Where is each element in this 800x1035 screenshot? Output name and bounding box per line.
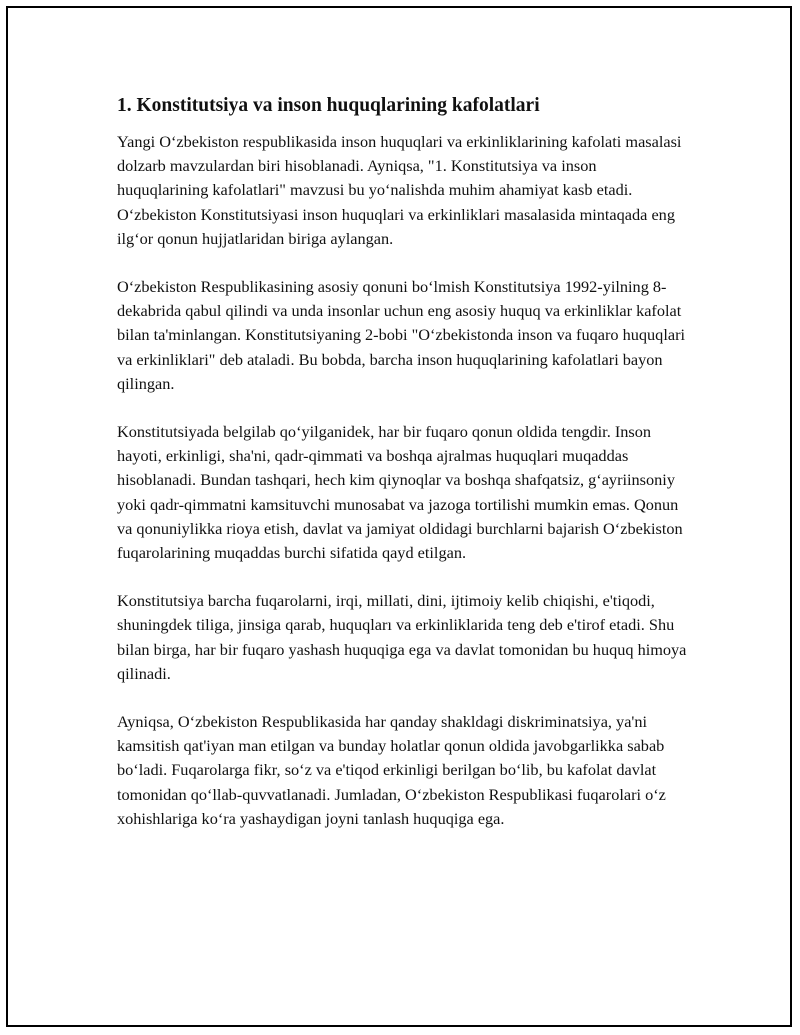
paragraph-2: O‘zbekiston Respublikasining asosiy qonuni bo‘lmish Konstitutsiya 1992-yilning 8-dekabrida qabul qilindi va unda insonlar uchun eng asosiy huquq va erkinliklar kafolat bilan ta'minlangan. Konstitutsiyaning 2-bobi "O‘zbekistonda inson va fuqaro huquqlari va erkinliklari" deb ataladi. Bu bobda, barcha inson huquqlarining kafolatlari bayon qilingan. xyxy=(117,277,686,393)
paragraph-3: Konstitutsiyada belgilab qo‘yilganidek, har bir fuqaro qonun oldida tengdir. Inson hayoti, erkinligi, sha'ni, qadr-qimmati va boshqa ajralmas huquqlari muqaddas hisoblanadi. Bundan tashqari, hech kim qiynoqlar va boshqa shafqatsiz, g‘ayriinsoniy yoki qadr-qimmatni kamsituvchi munosabat va jazoga tortilishi mumkin emas. Qonun va qonuniylikka rioya etish, davlat va jamiyat oldidagi burchlarni bajarish O‘zbekiston fuqarolarining muqaddas burchi sifatida qayd etilgan. xyxy=(117,422,683,563)
document-body xyxy=(117,94,687,855)
paragraph-5: Ayniqsa, O‘zbekiston Respublikasida har qanday shakldagi diskriminatsiya, ya'ni kamsitish qat'iyan man etilgan va bunday holatlar qonun oldida javobgarlikka sabab bo‘ladi. Fuqarolarga fikr, so‘z va e'tiqod erkinligi berilgan bo‘lib, bu kafolat davlat tomonidan qo‘llab-quvvatlanadi. Jumladan, O‘zbekiston Respublikasi fuqarolari o‘z xohishlariga ko‘ra yashaydigan joyni tanlash huquqiga ega. xyxy=(117,712,666,828)
paragraph-1: Yangi O‘zbekiston respublikasida inson huquqlari va erkinliklarining kafolati masalasi dolzarb mavzulardan biri hisoblanadi. Ayniqsa, "1. Konstitutsiya va inson huquqlarining kafolatlari" mavzusi bu yo‘nalishda muhim ahamiyat kasb etadi. O‘zbekiston Konstitutsiyasi inson huquqlari va erkinliklari masalasida mintaqada eng ilg‘or qonun hujjatlaridan biriga aylangan. xyxy=(117,132,682,248)
paragraph-4: Konstitutsiya barcha fuqarolarni, irqi, millati, dini, ijtimoiy kelib chiqishi, e'tiqodi, shuningdek tiliga, jinsiga qarab, huquqları va erkinliklarida teng deb e'tirof etadi. Shu bilan birga, har bir fuqaro yashash huquqiga ega va davlat tomonidan bu huquq himoya qilinadi. xyxy=(117,591,687,683)
document-title: 1. Konstitutsiya va inson huquqlarining kafolatlari xyxy=(117,95,540,116)
